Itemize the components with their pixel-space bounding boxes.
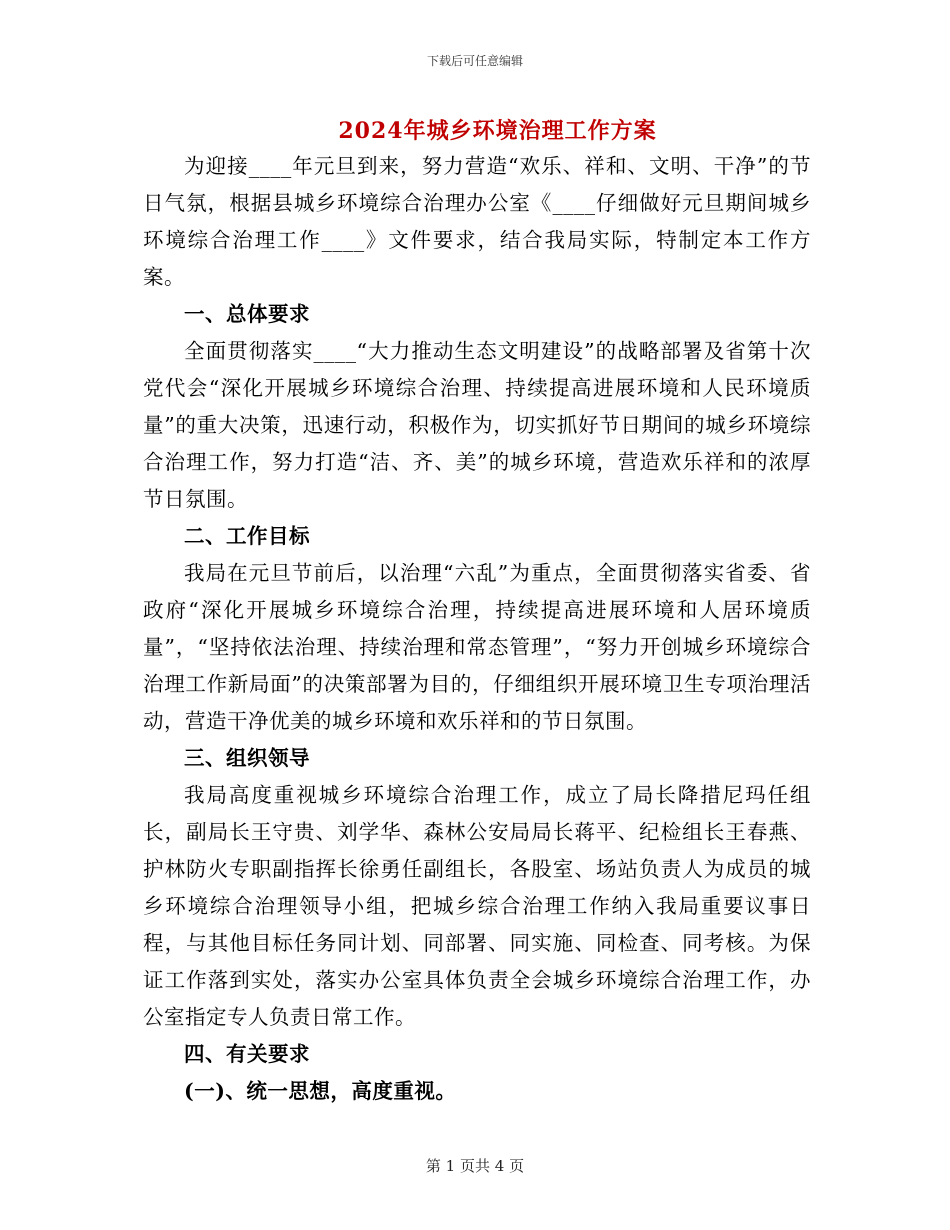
- section-3-paragraph: 我局高度重视城乡环境综合治理工作，成立了局长降措尼玛任组长，副局长王守贵、刘学华、森林公安局局长蒋平、纪检组长王春燕、护林防火专职副指挥长徐勇任副组长，各股室、场站负责人为成员的城乡环境综合治理领导小组，把城乡综合治理工作纳入我局重要议事日程，与其他目标任务同计划、同部署、同实施、同检查、同考核。为保证工作落到实处，落实办公室具体负责全会城乡环境综合治理工作，办公室指定专人负责日常工作。: [143, 783, 811, 1029]
- section-3-heading: 三、组织领导: [184, 746, 310, 770]
- intro-paragraph: 为迎接____年元旦到来，努力营造“欢乐、祥和、文明、干净”的节日气氛，根据县城乡环境综合治理办公室《____仔细做好元旦期间城乡环境综合治理工作____》文件要求，结合我局实际，特制定本工作方案。: [143, 154, 811, 289]
- document-body: [143, 148, 811, 1110]
- section-4-heading: 四、有关要求: [184, 1042, 310, 1066]
- page-header-note: 下载后可任意编辑: [426, 54, 523, 68]
- section-1-paragraph: 全面贯彻落实____“大力推动生态文明建设”的战略部署及省第十次党代会“深化开展城乡环境综合治理、持续提高进展环境和人民环境质量”的重大决策，迅速行动，积极作为，切实抓好节日期间的城乡环境综合治理工作，努力打造“洁、齐、美”的城乡环境，营造欢乐祥和的浓厚节日氛围。: [143, 339, 811, 511]
- page-number-footer: 第 1 页共 4 页: [425, 1157, 525, 1175]
- section-2-paragraph: 我局在元旦节前后，以治理“六乱”为重点，全面贯彻落实省委、省政府“深化开展城乡环境综合治理，持续提高进展环境和人居环境质量”，“坚持依法治理、持续治理和常态管理”，“努力开创城乡环境综合治理工作新局面”的决策部署为目的，仔细组织开展环境卫生专项治理活动，营造干净优美的城乡环境和欢乐祥和的节日氛围。: [143, 561, 811, 733]
- section-4-subheading: (一)、统一思想，高度重视。: [184, 1079, 457, 1103]
- document-title: 2024年城乡环境治理工作方案: [338, 118, 657, 144]
- section-2-heading: 二、工作目标: [184, 524, 310, 548]
- section-1-heading: 一、总体要求: [184, 302, 310, 326]
